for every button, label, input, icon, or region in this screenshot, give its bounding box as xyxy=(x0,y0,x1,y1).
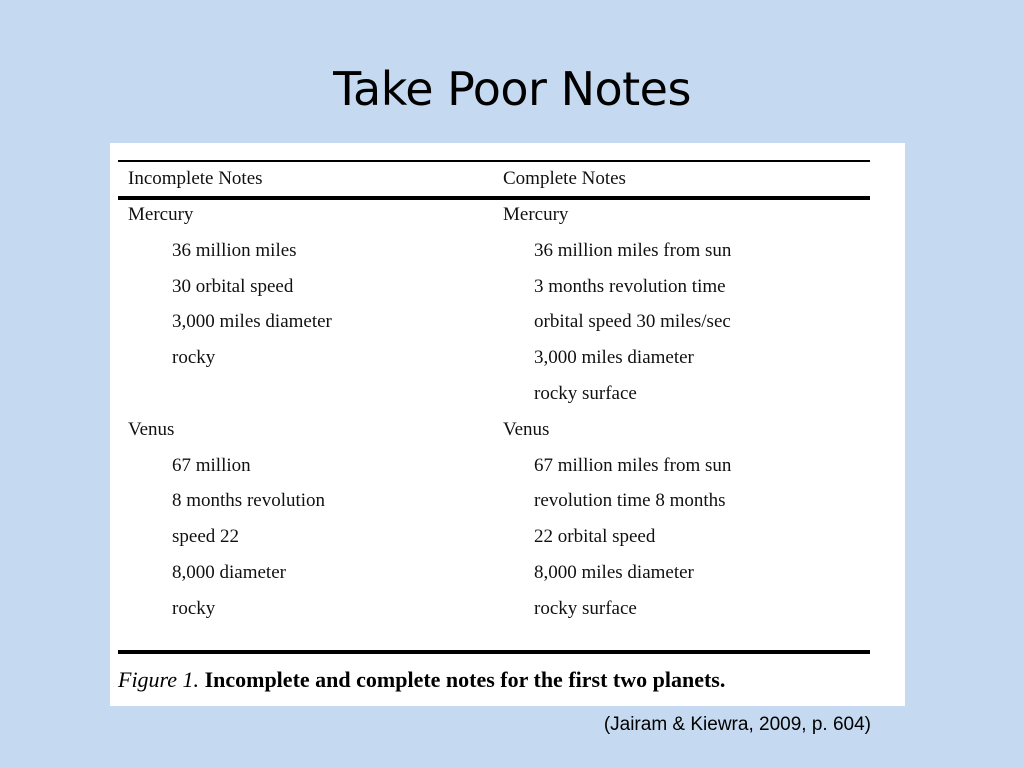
incomplete-planet-heading: Mercury xyxy=(128,204,194,225)
header-incomplete-notes: Incomplete Notes xyxy=(128,168,263,189)
slide-title: Take Poor Notes xyxy=(333,62,691,116)
incomplete-note-item: 8,000 diameter xyxy=(172,562,286,583)
complete-planet-heading: Venus xyxy=(503,418,550,440)
complete-note-item: 22 orbital speed xyxy=(534,526,656,548)
complete-planet-heading: Mercury xyxy=(503,204,569,225)
incomplete-note-item: 67 million xyxy=(172,454,251,476)
table-bottom-rule xyxy=(118,650,870,654)
complete-note-item: revolution time 8 months xyxy=(534,490,726,512)
notes-figure xyxy=(110,143,905,706)
incomplete-note-item: rocky xyxy=(172,597,216,619)
complete-note-item: orbital speed 30 miles/sec xyxy=(534,311,731,333)
incomplete-planet-heading: Venus xyxy=(128,418,175,440)
complete-note-item: 36 million miles from sun xyxy=(534,239,732,261)
incomplete-note-item: rocky xyxy=(172,347,216,369)
figure-caption xyxy=(118,667,725,693)
incomplete-note-item: speed 22 xyxy=(172,526,240,548)
citation: (Jairam & Kiewra, 2009, p. 604) xyxy=(603,714,871,735)
figure-caption-label: Figure 1. xyxy=(118,667,200,692)
complete-note-item: rocky surface xyxy=(534,597,637,619)
table-header-rule xyxy=(118,196,870,200)
figure-caption-text: Incomplete and complete notes for the first two planets. xyxy=(204,667,726,692)
complete-note-item: rocky surface xyxy=(534,383,637,404)
incomplete-note-item: 36 million miles xyxy=(172,239,297,261)
complete-note-item: 3,000 miles diameter xyxy=(534,347,694,369)
incomplete-note-item: 3,000 miles diameter xyxy=(172,311,332,333)
complete-note-item: 67 million miles from sun xyxy=(534,454,732,476)
header-complete-notes: Complete Notes xyxy=(503,168,626,189)
complete-note-item: 3 months revolution time xyxy=(534,275,726,297)
table-top-rule xyxy=(118,160,870,162)
incomplete-note-item: 30 orbital speed xyxy=(172,275,294,297)
incomplete-note-item: 8 months revolution xyxy=(172,490,326,512)
complete-note-item: 8,000 miles diameter xyxy=(534,562,694,583)
